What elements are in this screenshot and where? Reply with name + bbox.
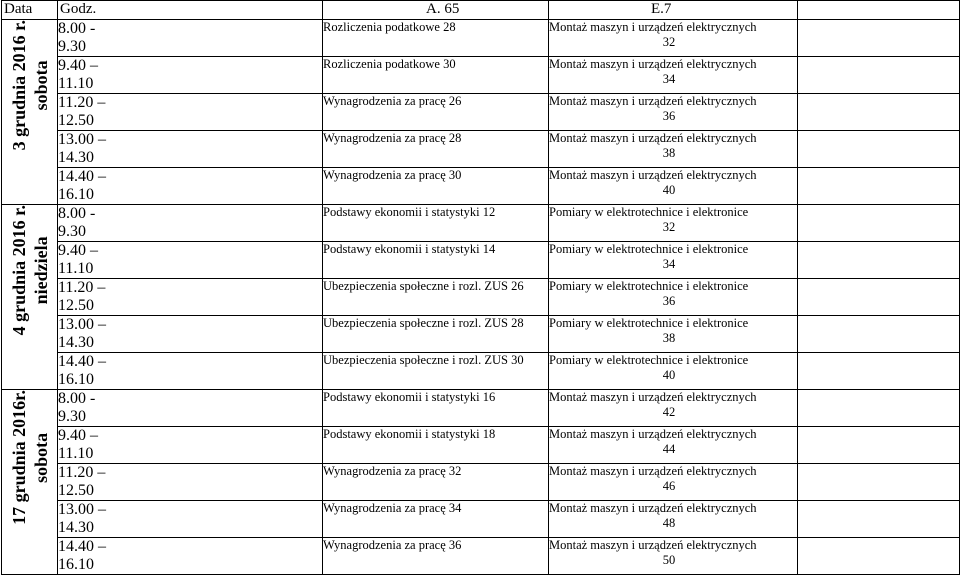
- table-row: [2, 353, 960, 390]
- date-text: 3 grudnia 2016 r.: [8, 20, 29, 151]
- subject2-cell: [549, 353, 798, 390]
- subject2-cell: [549, 538, 798, 575]
- table-row: [2, 20, 960, 57]
- table-row: [2, 279, 960, 316]
- empty-cell: [798, 538, 960, 575]
- subject2-text: Montaż maszyn i urządzeń elektrycznych: [549, 57, 757, 71]
- date-cell: [2, 20, 58, 205]
- subject2-number: 32: [662, 35, 676, 49]
- subject2-number: 40: [662, 368, 676, 382]
- subject2-cell: [549, 168, 798, 205]
- table-row: [2, 242, 960, 279]
- subject2-cell: [549, 501, 798, 538]
- time-cell: 14.40 – 16.10: [58, 538, 323, 575]
- empty-cell: [798, 427, 960, 464]
- table-row: [2, 131, 960, 168]
- weekday-text: sobota: [30, 60, 51, 111]
- time-cell: 8.00 - 9.30: [58, 20, 323, 57]
- subject-cell: Ubezpieczenia społeczne i rozl. ZUS 26: [323, 279, 549, 316]
- time-cell: 14.40 – 16.10: [58, 353, 323, 390]
- schedule-table: [1, 0, 960, 575]
- subject-cell: Ubezpieczenia społeczne i rozl. ZUS 28: [323, 316, 549, 353]
- subject-cell: Podstawy ekonomii i statystyki 12: [323, 205, 549, 242]
- empty-cell: [798, 205, 960, 242]
- time-cell: 11.20 – 12.50: [58, 464, 323, 501]
- date-label: [8, 205, 52, 335]
- empty-cell: [798, 316, 960, 353]
- empty-cell: [798, 242, 960, 279]
- header-room: A. 65: [323, 1, 549, 20]
- subject2-number: 38: [662, 331, 676, 345]
- table-row: [2, 464, 960, 501]
- table-row: [2, 316, 960, 353]
- empty-cell: [798, 131, 960, 168]
- empty-cell: [798, 279, 960, 316]
- header-data: Data: [2, 1, 58, 20]
- subject-cell: Ubezpieczenia społeczne i rozl. ZUS 30: [323, 353, 549, 390]
- empty-cell: [798, 464, 960, 501]
- subject2-text: Pomiary w elektrotechnice i elektronice: [549, 353, 749, 367]
- subject2-text: Montaż maszyn i urządzeń elektrycznych: [549, 464, 757, 478]
- empty-cell: [798, 57, 960, 94]
- time-cell: 9.40 – 11.10: [58, 242, 323, 279]
- subject2-number: 48: [662, 516, 676, 530]
- table-row: [2, 390, 960, 427]
- header-room2: E.7: [549, 1, 798, 20]
- subject-cell: Wynagrodzenia za pracę 32: [323, 464, 549, 501]
- subject2-text: Montaż maszyn i urządzeń elektrycznych: [549, 94, 757, 108]
- subject2-cell: [549, 464, 798, 501]
- subject2-number: 44: [662, 442, 676, 456]
- subject2-number: 38: [662, 146, 676, 160]
- table-row: [2, 427, 960, 464]
- time-cell: 9.40 – 11.10: [58, 57, 323, 94]
- subject2-cell: [549, 57, 798, 94]
- date-label: [8, 390, 52, 525]
- empty-cell: [798, 353, 960, 390]
- subject2-cell: [549, 20, 798, 57]
- subject2-number: 46: [662, 479, 676, 493]
- time-cell: 9.40 – 11.10: [58, 427, 323, 464]
- subject2-number: 34: [662, 72, 676, 86]
- subject2-text: Pomiary w elektrotechnice i elektronice: [549, 316, 749, 330]
- empty-cell: [798, 390, 960, 427]
- subject-cell: Podstawy ekonomii i statystyki 18: [323, 427, 549, 464]
- header-godz: Godz.: [58, 1, 323, 20]
- subject2-cell: [549, 316, 798, 353]
- subject2-text: Montaż maszyn i urządzeń elektrycznych: [549, 538, 757, 552]
- subject-cell: Wynagrodzenia za pracę 34: [323, 501, 549, 538]
- table-row: [2, 501, 960, 538]
- subject-cell: Wynagrodzenia za pracę 26: [323, 94, 549, 131]
- subject2-number: 34: [662, 257, 676, 271]
- subject2-text: Montaż maszyn i urządzeń elektrycznych: [549, 168, 757, 182]
- date-cell: [2, 205, 58, 390]
- subject-cell: Wynagrodzenia za pracę 28: [323, 131, 549, 168]
- subject2-text: Montaż maszyn i urządzeń elektrycznych: [549, 427, 757, 441]
- date-text: 17 grudnia 2016r.: [8, 390, 29, 525]
- subject2-cell: [549, 390, 798, 427]
- time-cell: 11.20 – 12.50: [58, 279, 323, 316]
- weekday-text: niedziela: [30, 236, 51, 305]
- subject2-text: Pomiary w elektrotechnice i elektronice: [549, 279, 749, 293]
- subject2-text: Montaż maszyn i urządzeń elektrycznych: [549, 390, 757, 404]
- subject2-number: 50: [662, 553, 676, 567]
- date-cell: [2, 390, 58, 575]
- subject2-number: 42: [662, 405, 676, 419]
- subject2-text: Pomiary w elektrotechnice i elektronice: [549, 242, 749, 256]
- subject2-text: Montaż maszyn i urządzeń elektrycznych: [549, 131, 757, 145]
- subject2-cell: [549, 94, 798, 131]
- subject2-number: 40: [662, 183, 676, 197]
- table-row: [2, 168, 960, 205]
- header-row: [2, 1, 960, 20]
- empty-cell: [798, 20, 960, 57]
- subject2-number: 32: [662, 220, 676, 234]
- subject2-text: Montaż maszyn i urządzeń elektrycznych: [549, 501, 757, 515]
- table-row: [2, 94, 960, 131]
- subject2-cell: [549, 131, 798, 168]
- header-empty: [798, 1, 960, 20]
- time-cell: 13.00 – 14.30: [58, 131, 323, 168]
- time-cell: 11.20 – 12.50: [58, 94, 323, 131]
- table-row: [2, 538, 960, 575]
- subject-cell: Podstawy ekonomii i statystyki 16: [323, 390, 549, 427]
- subject-cell: Wynagrodzenia za pracę 36: [323, 538, 549, 575]
- table-row: [2, 57, 960, 94]
- subject-cell: Rozliczenia podatkowe 30: [323, 57, 549, 94]
- subject2-cell: [549, 427, 798, 464]
- empty-cell: [798, 94, 960, 131]
- subject2-cell: [549, 242, 798, 279]
- empty-cell: [798, 168, 960, 205]
- time-cell: 8.00 - 9.30: [58, 205, 323, 242]
- time-cell: 8.00 - 9.30: [58, 390, 323, 427]
- date-text: 4 grudnia 2016 r.: [8, 205, 29, 336]
- weekday-text: sobota: [30, 432, 51, 483]
- subject2-number: 36: [662, 294, 676, 308]
- subject-cell: Rozliczenia podatkowe 28: [323, 20, 549, 57]
- subject2-text: Montaż maszyn i urządzeń elektrycznych: [549, 20, 757, 34]
- time-cell: 14.40 – 16.10: [58, 168, 323, 205]
- time-cell: 13.00 – 14.30: [58, 316, 323, 353]
- table-row: [2, 205, 960, 242]
- subject-cell: Podstawy ekonomii i statystyki 14: [323, 242, 549, 279]
- time-cell: 13.00 – 14.30: [58, 501, 323, 538]
- subject2-cell: [549, 279, 798, 316]
- subject2-text: Pomiary w elektrotechnice i elektronice: [549, 205, 749, 219]
- subject2-number: 36: [662, 109, 676, 123]
- subject-cell: Wynagrodzenia za pracę 30: [323, 168, 549, 205]
- date-label: [8, 20, 52, 150]
- empty-cell: [798, 501, 960, 538]
- subject2-cell: [549, 205, 798, 242]
